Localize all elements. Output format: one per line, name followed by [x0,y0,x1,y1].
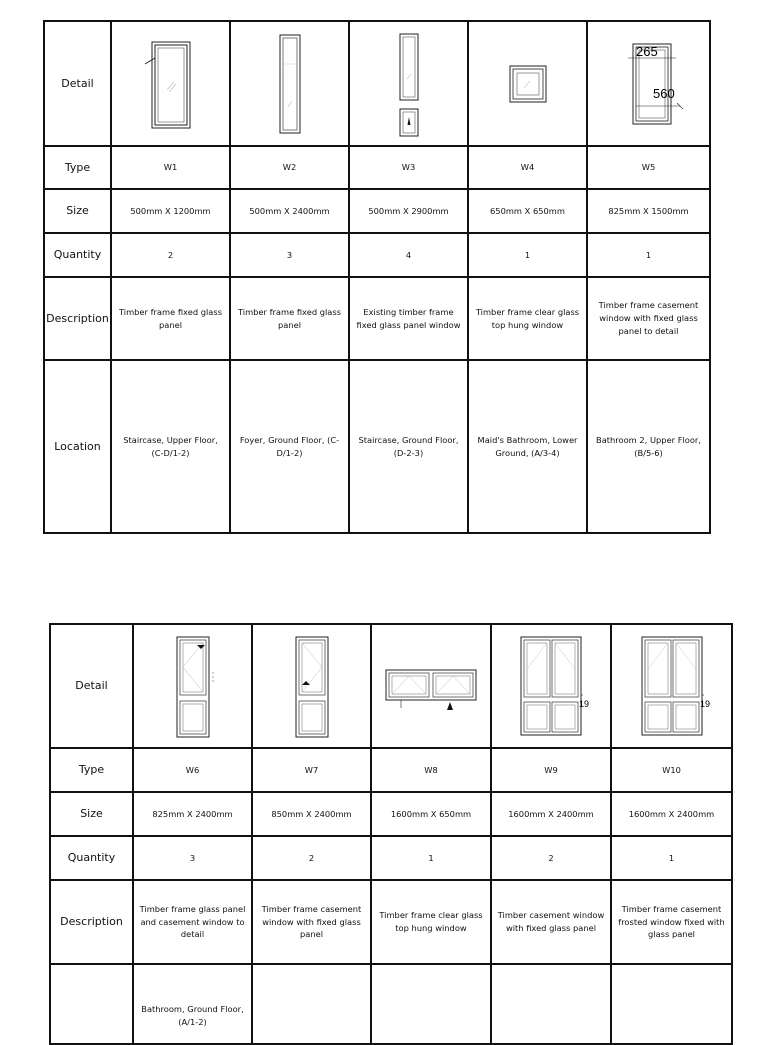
w2-location: Foyer, Ground Floor, (C-D/1-2) [230,360,349,533]
row-label-size: Size [50,792,133,836]
w1-quantity: 2 [111,233,230,277]
four-pane-window-icon [632,631,712,741]
w5-location: Bathroom 2, Upper Floor, (B/5-6) [587,360,710,533]
row-label-quantity: Quantity [44,233,111,277]
w6-size: 825mm X 2400mm [133,792,252,836]
row-label-description: Description [44,277,111,360]
row-label-location-hidden [50,964,133,1044]
w1-type: W1 [111,146,230,189]
w5-description: Timber frame casement window with fixed glass panel to detail [587,277,710,360]
w3-location: Staircase, Ground Floor, (D-2-3) [349,360,468,533]
w7-quantity: 2 [252,836,371,880]
w3-size: 500mm X 2900mm [349,189,468,233]
location-row [44,360,710,533]
casement-window-icon [614,34,684,134]
w2-type: W2 [230,146,349,189]
size-row [44,189,710,233]
quantity-row [50,836,732,880]
w5-dim-a: 265 [635,43,658,59]
w9-type: W9 [491,748,611,792]
w5-drawing [587,21,710,146]
w10-drawing [611,624,732,748]
w10-dim: 19 [699,699,710,709]
w6-location: Bathroom, Ground Floor, (A/1-2) [133,964,252,1044]
w1-drawing [111,21,230,146]
w8-quantity: 1 [371,836,491,880]
fixed-window-icon [141,34,201,134]
w3-drawing [349,21,468,146]
row-label-type: Type [44,146,111,189]
w4-description: Timber frame clear glass top hung window [468,277,587,360]
four-pane-window-icon [511,631,591,741]
square-window-icon [498,54,558,114]
type-row [50,748,732,792]
w1-location: Staircase, Upper Floor, (C-D/1-2) [111,360,230,533]
double-top-hung-window-icon [381,656,481,716]
row-label-detail: Detail [44,21,111,146]
w4-location: Maid's Bathroom, Lower Ground, (A/3-4) [468,360,587,533]
w4-size: 650mm X 650mm [468,189,587,233]
description-row [50,880,732,964]
w9-quantity: 2 [491,836,611,880]
casement-over-fixed-icon [282,631,342,741]
w6-quantity: 3 [133,836,252,880]
row-label-size: Size [44,189,111,233]
w8-description: Timber frame clear glass top hung window [371,880,491,964]
casement-over-fixed-icon [163,631,223,741]
w1-description: Timber frame fixed glass panel [111,277,230,360]
w10-type: W10 [611,748,732,792]
w10-description: Timber frame casement frosted window fixed with glass panel [611,880,732,964]
w8-size: 1600mm X 650mm [371,792,491,836]
w7-type: W7 [252,748,371,792]
w5-type: W5 [587,146,710,189]
w4-quantity: 1 [468,233,587,277]
w4-drawing [468,21,587,146]
tall-fixed-window-icon [260,29,320,139]
w1-size: 500mm X 1200mm [111,189,230,233]
w3-type: W3 [349,146,468,189]
row-label-detail: Detail [50,624,133,748]
w6-description: Timber frame glass panel and casement window to detail [133,880,252,964]
w4-type: W4 [468,146,587,189]
w10-quantity: 1 [611,836,732,880]
w8-location [371,964,491,1044]
w7-size: 850mm X 2400mm [252,792,371,836]
w6-drawing [133,624,252,748]
row-label-location: Location [44,360,111,533]
w2-drawing [230,21,349,146]
w9-location [491,964,611,1044]
w5-quantity: 1 [587,233,710,277]
w7-drawing [252,624,371,748]
w8-type: W8 [371,748,491,792]
w3-description: Existing timber frame fixed glass panel window [349,277,468,360]
w9-drawing [491,624,611,748]
row-label-quantity: Quantity [50,836,133,880]
window-schedule-table-2 [49,623,733,1045]
w6-type: W6 [133,748,252,792]
detail-row [50,624,732,748]
w3-quantity: 4 [349,233,468,277]
w5-size: 825mm X 1500mm [587,189,710,233]
w5-dim-b: 560 [652,85,675,101]
location-row [50,964,732,1044]
stacked-window-icon [379,29,439,139]
w10-size: 1600mm X 2400mm [611,792,732,836]
window-schedule-table-1 [43,20,711,534]
w9-size: 1600mm X 2400mm [491,792,611,836]
w9-description: Timber casement window with fixed glass panel [491,880,611,964]
row-label-description: Description [50,880,133,964]
w2-size: 500mm X 2400mm [230,189,349,233]
w7-description: Timber frame casement window with fixed glass panel [252,880,371,964]
type-row [44,146,710,189]
w2-description: Timber frame fixed glass panel [230,277,349,360]
description-row [44,277,710,360]
w2-quantity: 3 [230,233,349,277]
w8-drawing [371,624,491,748]
w9-dim: 19 [579,699,590,709]
w10-location [611,964,732,1044]
w7-location [252,964,371,1044]
size-row [50,792,732,836]
quantity-row [44,233,710,277]
detail-row [44,21,710,146]
row-label-type: Type [50,748,133,792]
